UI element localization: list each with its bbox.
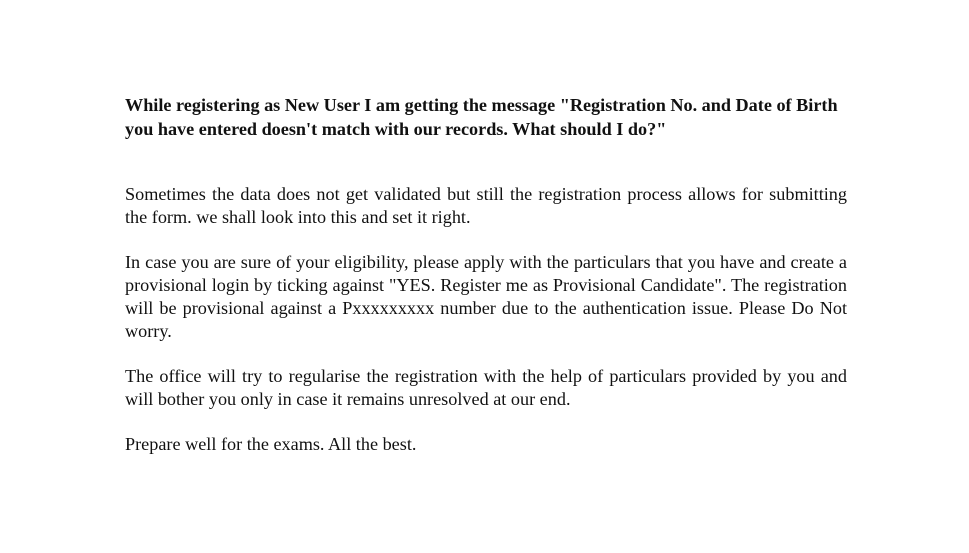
answer-paragraph-1: Sometimes the data does not get validated but still the registration process allows for submitting the form. we shall look into this and set it right. — [125, 184, 847, 227]
answer-paragraph-3: The office will try to regularise the registration with the help of particulars provided by you and will bother you only in case it remains unresolved at our end. — [125, 366, 847, 409]
answer-paragraph-4: Prepare well for the exams. All the best. — [125, 434, 417, 454]
faq-document — [125, 93, 847, 456]
answer-paragraph-2: In case you are sure of your eligibility, please apply with the particulars that you have and create a provisional login by ticking against "YES. Register me as Provisional Candidate". The registration will be provisional against a Pxxxxxxxxx number due to the authentication issue. Please Do Not worry. — [125, 252, 847, 341]
faq-question: While registering as New User I am getting the message "Registration No. and Date of Birth you have entered doesn't match with our records. What should I do?" — [125, 95, 838, 139]
